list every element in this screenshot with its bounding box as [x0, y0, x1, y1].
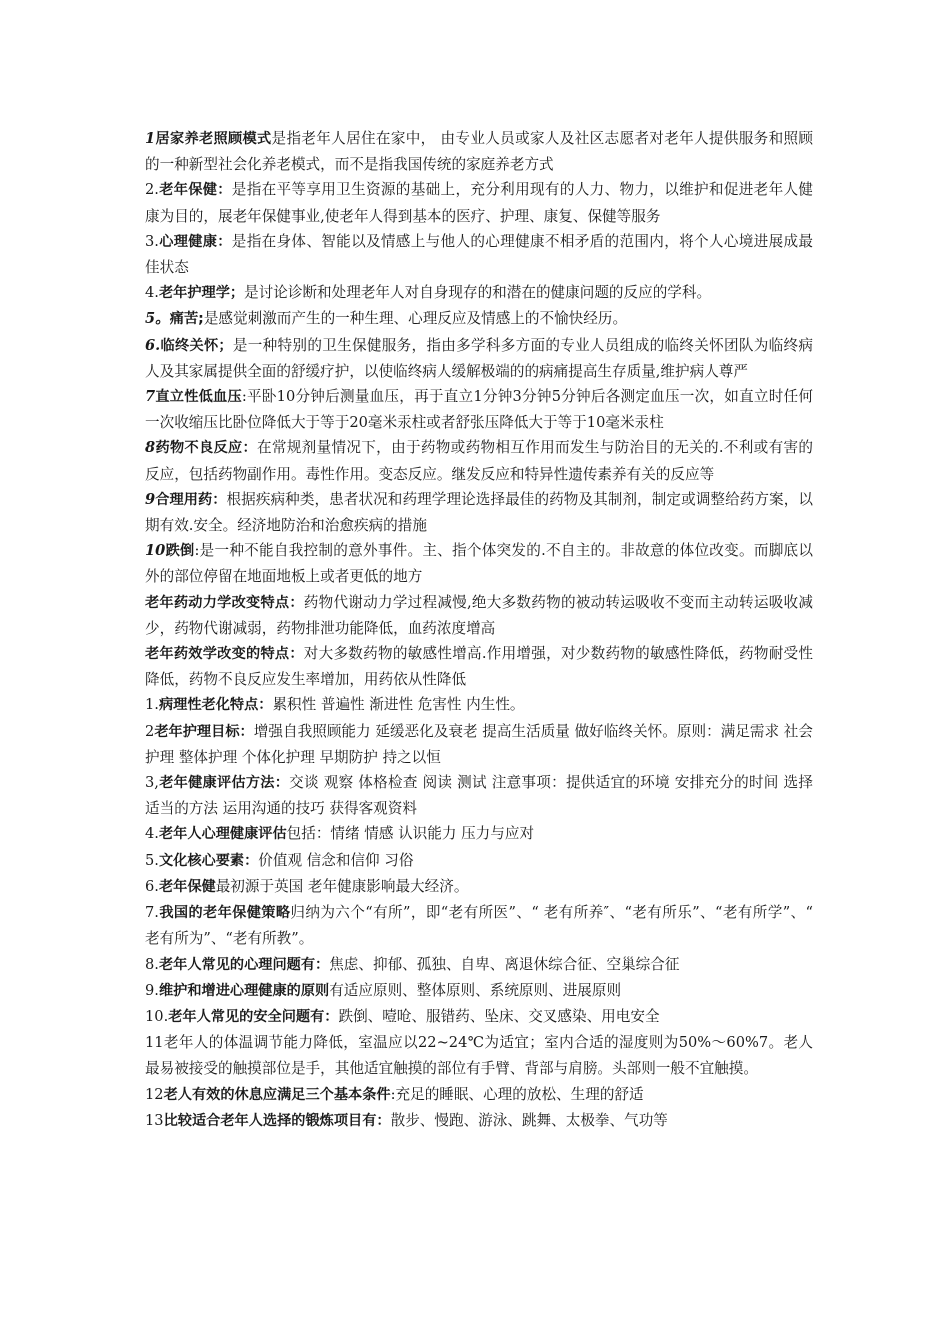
item-term: 老年护理目标：: [154, 723, 254, 740]
item-number: 3,: [145, 774, 159, 792]
item-term: 老年健康评估方法：: [158, 775, 290, 792]
paragraph-10: [145, 538, 813, 589]
item-number: 1.: [145, 696, 159, 714]
paragraph-23: [145, 1030, 813, 1081]
item-text: 有适应原则、整体原则、系统原则、进展原则: [329, 981, 622, 999]
item-term: 老年药动力学改变特点：: [145, 594, 304, 611]
item-text: 是指在平等享用卫生资源的基础上，充分利用现有的人力、物力，以维护和促进老年人健康为目的，展老年保健事业,使老年人得到基本的医疗、护理、康复、保健等服务: [145, 181, 813, 225]
item-number: 5。: [145, 310, 170, 328]
item-text: 在常规剂量情况下，由于药物或药物相互作用而发生与防治目的无关的.不利或有害的反应，包括药物副作用。毒性作用。变态反应。继发反应和特异性遗传素养有关的反应等: [145, 439, 813, 483]
paragraph-18: [145, 874, 813, 900]
item-number: 7: [145, 388, 156, 406]
item-number: 2.: [145, 181, 159, 199]
paragraph-17: [145, 848, 813, 874]
item-term: 药物不良反应：: [155, 440, 257, 457]
item-number: 13: [145, 1111, 164, 1129]
item-text: 对大多数药物的敏感性增高.作用增强，对少数药物的敏感性降低，药物耐受性降低，药物不良反应发生率增加，用药依从性降低: [145, 645, 813, 689]
item-term: 维护和增进心理健康的原则: [158, 982, 330, 999]
paragraph-20: [145, 952, 813, 978]
item-number: 6.: [145, 336, 161, 354]
item-text: 焦虑、抑郁、孤独、自卑、离退休综合征、空巢综合征: [329, 955, 680, 973]
item-term: 心理健康：: [158, 233, 232, 250]
item-text: 最初源于英国 老年健康影响最大经济。: [215, 877, 469, 895]
item-term: 跌倒: [165, 543, 195, 560]
item-text: 根据疾病种类，患者状况和药理学理论选择最佳的药物及其制剂，制定或调整给药方案，以期有效.安全。经济地防治和治愈疾病的措施: [145, 490, 813, 535]
item-term: 合理用药：: [155, 491, 227, 508]
paragraph-4: [145, 280, 813, 306]
item-text: 是指老年人居住在家中， 由专业人员或家人及社区志愿者对老年人提供服务和照顾的一种新型社会化养老模式，而不是指我国传统的家庭养老方式: [145, 130, 813, 174]
item-number: 10.: [145, 1007, 169, 1025]
item-term: 直立性低血压: [155, 389, 242, 406]
item-number: 11: [145, 1034, 164, 1052]
paragraph-25: [145, 1108, 813, 1134]
item-number: 8: [145, 439, 156, 457]
item-number: 3.: [145, 232, 159, 250]
item-number: 2: [145, 722, 155, 740]
item-term: 老年保健: [158, 878, 216, 895]
item-term: 老年药效学改变的特点：: [145, 646, 304, 663]
paragraph-12: [145, 641, 813, 692]
item-term: 老年人常见的心理问题有：: [158, 956, 330, 973]
paragraph-6: [145, 333, 813, 384]
item-text: 包括：情绪 情感 认识能力 压力与应对: [286, 825, 535, 843]
item-text: :充足的睡眠、心理的放松、生理的舒适: [390, 1085, 644, 1103]
item-text: 老年人的体温调节能力降低，室温应以22~24℃为适宜；室内合适的湿度则为50%～60%7。老人最易被接受的触摸部位是手，其他适宜触摸的部位有手臂、背部与肩膀。头部则一般不宜触摸。: [145, 1034, 813, 1078]
item-text: 跌倒、噎呛、服错药、坠床、交叉感染、用电安全: [338, 1007, 660, 1025]
paragraph-8: [145, 435, 813, 486]
item-text: :平卧10分钟后测量血压，再于直立1分钟3分钟5分钟后各测定血压一次，如直立时任何一次收缩压比卧位降低大于等于20毫米汞柱或者舒张压降低大于等于10毫米汞柱: [145, 388, 813, 432]
item-number: 8.: [145, 955, 159, 973]
item-term: 临终关怀；: [160, 337, 233, 354]
item-term: 老人有效的休息应满足三个基本条件: [163, 1086, 391, 1103]
item-term: 老年护理学；: [158, 285, 245, 302]
item-term: 痛苦;: [169, 311, 204, 328]
paragraph-2: [145, 177, 813, 228]
item-term: 文化核心要素：: [158, 852, 259, 869]
item-number: 1: [145, 130, 156, 147]
paragraph-22: [145, 1004, 813, 1030]
paragraph-24: [145, 1082, 813, 1108]
item-number: 10: [145, 542, 166, 560]
item-number: 5.: [145, 851, 159, 869]
paragraph-15: [145, 770, 813, 821]
item-term: 老年人心理健康评估: [158, 826, 287, 843]
item-term: 老年人常见的安全问题有：: [168, 1008, 339, 1025]
paragraph-11: [145, 590, 813, 641]
document-body: [145, 126, 813, 1134]
item-text: 归纳为六个“有所”，即“老有所医”、“ 老有所养″、“老有所乐”、“老有所学”、“ 老有所为”、“老有所教”。: [145, 904, 813, 948]
item-text: 价值观 信念和信仰 习俗: [258, 851, 414, 869]
item-text: 是一种特别的卫生保健服务，指由多学科多方面的专业人员组成的临终关怀团队为临终病人及其家属提供全面的舒缓疗护，以使临终病人缓解极端的的病痛提高生存质量,维护病人尊严: [145, 336, 813, 380]
paragraph-21: [145, 978, 813, 1004]
item-text: 是讨论诊断和处理老年人对自身现存的和潜在的健康问题的反应的学科。: [244, 284, 712, 302]
item-text: 交谈 观察 体格检查 阅读 测试 注意事项：提供适宜的环境 安排充分的时间 选择适当的方法 运用沟通的技巧 获得客观资料: [145, 774, 813, 818]
item-number: 9: [145, 490, 156, 508]
paragraph-16: [145, 821, 813, 847]
item-text: 散步、慢跑、游泳、跳舞、太极拳、气功等: [390, 1111, 668, 1129]
item-text: 是感觉刺激而产生的一种生理、心理反应及情感上的不愉快经历。: [203, 310, 628, 328]
paragraph-14: [145, 719, 813, 770]
paragraph-1: [145, 126, 813, 177]
item-number: 12: [145, 1085, 164, 1103]
item-term: 比较适合老年人选择的锻炼项目有：: [163, 1112, 391, 1129]
paragraph-3: [145, 229, 813, 280]
item-text: 是指在身体、智能以及情感上与他人的心理健康不相矛盾的范围内，将个人心境进展成最佳状态: [145, 232, 813, 277]
item-text: 药物代谢动力学过程减慢,绝大多数药物的被动转运吸收不变而主动转运吸收减少，药物代谢减弱，药物排泄功能降低，血药浓度增高: [145, 593, 813, 637]
paragraph-5: [145, 306, 813, 332]
item-text: 累积性 普遍性 渐进性 危害性 内生性。: [272, 696, 525, 714]
paragraph-13: [145, 692, 813, 718]
paragraph-19: [145, 900, 813, 951]
item-number: 4.: [145, 825, 159, 843]
item-term: 居家养老照顾模式: [155, 131, 272, 147]
item-number: 9.: [145, 981, 159, 999]
paragraph-9: [145, 487, 813, 538]
item-term: 老年保健：: [158, 182, 232, 199]
paragraph-7: [145, 384, 813, 435]
item-number: 4.: [145, 284, 159, 302]
item-number: 7.: [145, 904, 159, 922]
item-text: :是一种不能自我控制的意外事件。主、指个体突发的.不自主的。非故意的体位改变。而脚底以外的部位停留在地面地板上或者更低的地方: [145, 542, 813, 586]
item-term: 我国的老年保健策略: [158, 905, 291, 922]
item-number: 6.: [145, 877, 159, 895]
item-text: 增强自我照顾能力 延缓恶化及衰老 提高生活质量 做好临终关怀。原则：满足需求 社会护理 整体护理 个体化护理 早期防护 持之以恒: [145, 722, 813, 766]
item-term: 病理性老化特点：: [158, 697, 273, 714]
